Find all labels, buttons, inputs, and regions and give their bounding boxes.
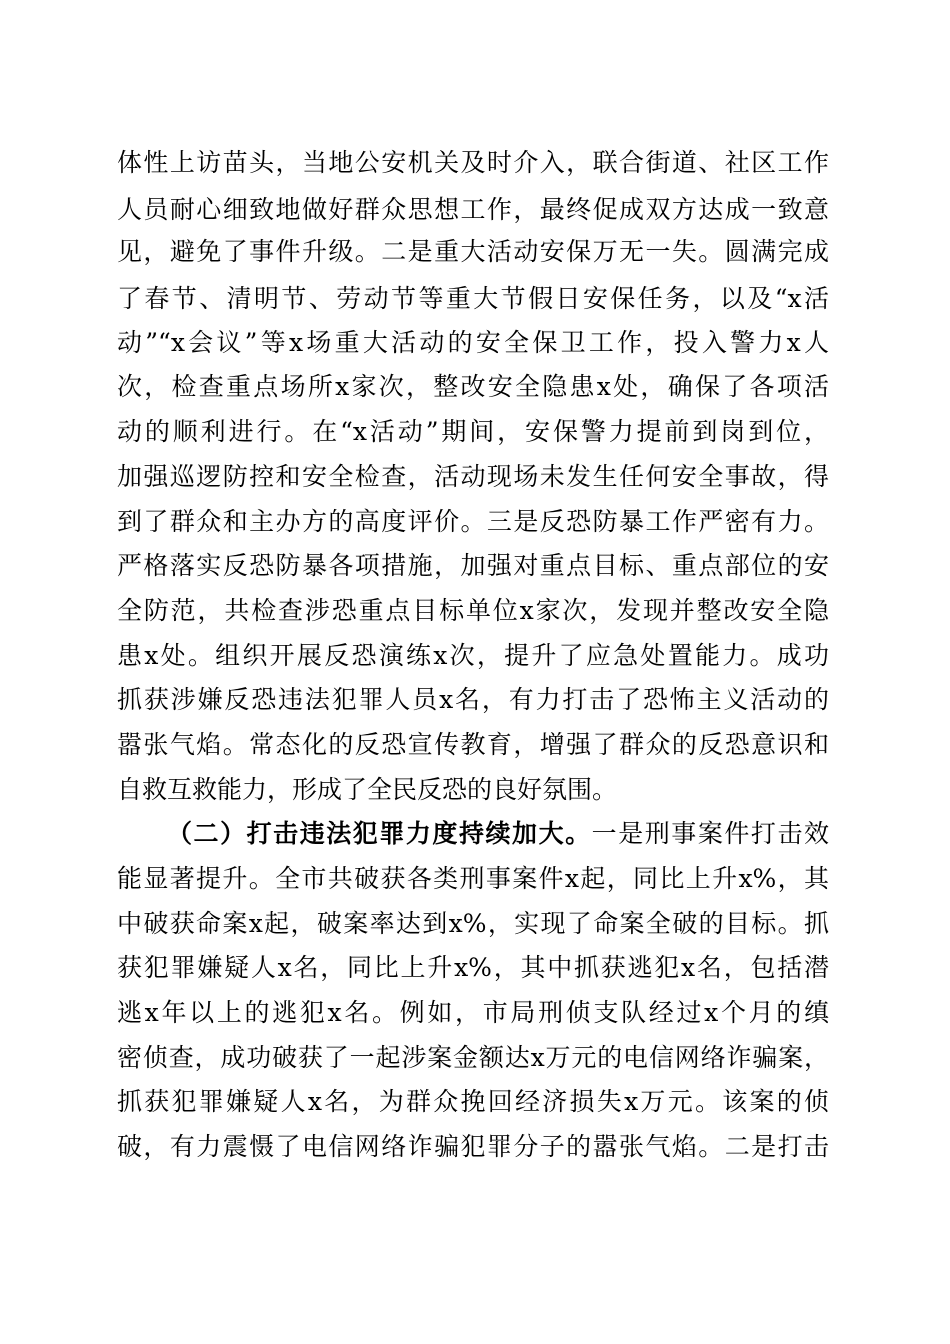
text-line: 嚣张气焰。常态化的反恐宣传教育，增强了群众的反恐意识和 <box>117 730 829 759</box>
text-line: 到了群众和主办方的高度评价。三是反恐防暴工作严密有力。 <box>117 507 829 536</box>
text-line: 破，有力震慑了电信网络诈骗犯罪分子的嚣张气焰。二是打击 <box>117 1132 829 1161</box>
text-line: 动”“x会议”等x场重大活动的安全保卫工作，投入警力x人 <box>117 328 829 357</box>
text-line: 自救互救能力，形成了全民反恐的良好氛围。 <box>117 775 618 804</box>
text-line: 动的顺利进行。在“x活动”期间，安保警力提前到岗到位， <box>117 417 829 446</box>
text-line: 中破获命案x起，破案率达到x%，实现了命案全破的目标。抓 <box>117 909 829 938</box>
text-line: 密侦查，成功破获了一起涉案金额达x万元的电信网络诈骗案， <box>117 1043 829 1072</box>
section-heading: （二）打击违法犯罪力度持续加大。 <box>167 819 592 848</box>
text-line: 次，检查重点场所x家次，整改安全隐患x处，确保了各项活 <box>117 372 829 401</box>
text-line: 患x处。组织开展反恐演练x次，提升了应急处置能力。成功 <box>117 641 829 670</box>
text-line: 见，避免了事件升级。二是重大活动安保万无一失。圆满完成 <box>117 237 829 266</box>
text-line: 全防范，共检查涉恐重点目标单位x家次，发现并整改安全隐 <box>117 596 829 625</box>
text-line: 加强巡逻防控和安全检查，活动现场未发生任何安全事故，得 <box>117 462 829 491</box>
text-line: 能显著提升。全市共破获各类刑事案件x起，同比上升x%，其 <box>117 864 829 893</box>
heading-line-rest: 一是刑事案件打击效 <box>591 819 829 848</box>
text-line: 抓获犯罪嫌疑人x名，为群众挽回经济损失x万元。该案的侦 <box>117 1087 829 1116</box>
text-line: 获犯罪嫌疑人x名，同比上升x%，其中抓获逃犯x名，包括潜 <box>117 953 829 982</box>
text-line: 逃x年以上的逃犯x名。例如，市局刑侦支队经过x个月的缜 <box>117 998 829 1027</box>
text-line: 了春节、清明节、劳动节等重大节假日安保任务，以及“x活 <box>117 284 829 313</box>
text-line: 抓获涉嫌反恐违法犯罪人员x名，有力打击了恐怖主义活动的 <box>117 685 829 714</box>
text-line: 体性上访苗头，当地公安机关及时介入，联合街道、社区工作 <box>117 148 829 177</box>
text-line: 人员耐心细致地做好群众思想工作，最终促成双方达成一致意 <box>117 195 829 224</box>
section-heading-line <box>167 815 829 853</box>
text-line: 严格落实反恐防暴各项措施，加强对重点目标、重点部位的安 <box>117 551 829 580</box>
